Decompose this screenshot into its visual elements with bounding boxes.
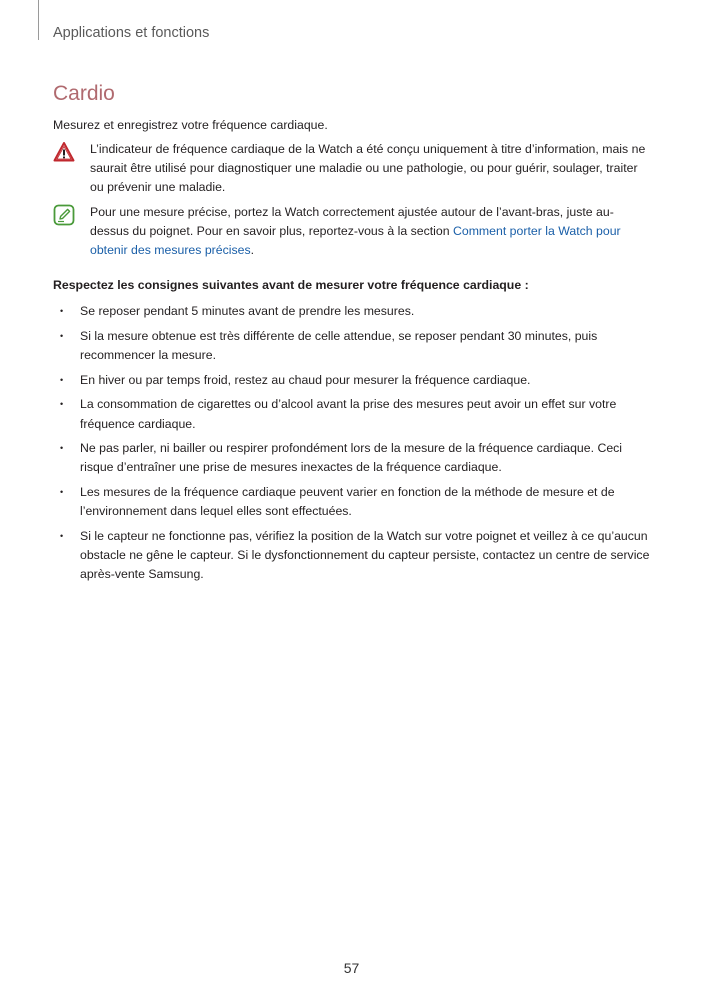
list-item bbox=[53, 527, 650, 585]
header-rule bbox=[38, 0, 39, 40]
bullet-icon: • bbox=[60, 306, 64, 316]
list-item-text: En hiver ou par temps froid, restez au chaud pour mesurer la fréquence cardiaque. bbox=[80, 372, 531, 387]
list-item bbox=[53, 439, 650, 477]
list-item bbox=[53, 371, 650, 390]
tip-note bbox=[53, 203, 650, 261]
guidelines-heading: Respectez les consignes suivantes avant de mesurer votre fréquence cardiaque : bbox=[53, 278, 529, 292]
warning-note bbox=[53, 140, 650, 198]
list-item bbox=[53, 483, 650, 521]
tip-text bbox=[90, 203, 650, 261]
list-item bbox=[53, 327, 650, 365]
list-item-text: La consommation de cigarettes ou d’alcool avant la prise des mesures peut avoir un effet sur votre fréquence cardiaque. bbox=[80, 397, 617, 431]
guidelines-list bbox=[53, 302, 650, 590]
bullet-icon: • bbox=[60, 531, 64, 542]
warning-triangle-icon bbox=[53, 141, 75, 163]
section-link[interactable]: Comment porter la Watch pour obtenir des mesures précises bbox=[90, 224, 621, 258]
bullet-icon: • bbox=[60, 374, 64, 385]
list-item bbox=[53, 395, 650, 433]
list-item-text: Les mesures de la fréquence cardiaque peuvent varier en fonction de la méthode de mesure et de l’environnement dans lequel elles sont effectuées. bbox=[80, 485, 615, 519]
bullet-icon: • bbox=[60, 443, 64, 454]
list-item bbox=[53, 302, 650, 321]
tip-text-after: . bbox=[250, 243, 255, 258]
warning-text: L’indicateur de fréquence cardiaque de la Watch a été conçu uniquement à titre d’information, mais ne saurait être utilisé pour diagnostiquer une maladie ou une pathologie, ou pour guérir, soulager, traiter ou prévenir une maladie. bbox=[90, 142, 646, 195]
section-header: Applications et fonctions bbox=[53, 25, 210, 41]
list-item-text: Se reposer pendant 5 minutes avant de prendre les mesures. bbox=[80, 304, 415, 318]
list-item-text: Si le capteur ne fonctionne pas, vérifiez la position de la Watch sur votre poignet et veillez à ce qu’aucun obstacle ne gêne le capteur. Si le dysfonctionnement du capteur persiste, contactez un centre de service après-vente Samsung. bbox=[80, 529, 650, 582]
bullet-icon: • bbox=[60, 487, 64, 498]
bullet-icon: • bbox=[60, 399, 64, 410]
tip-text-before: Pour une mesure précise, portez la Watch correctement ajustée autour de l’avant-bras, juste au-dessus du poignet. Pour en savoir plus, reportez-vous à la section bbox=[90, 205, 614, 239]
intro-text: Mesurez et enregistrez votre fréquence cardiaque. bbox=[53, 118, 328, 132]
list-item-text: Si la mesure obtenue est très différente de celle attendue, se reposer pendant 30 minutes, puis recommencer la mesure. bbox=[80, 328, 598, 362]
page-number: 57 bbox=[343, 960, 360, 976]
list-item-text: Ne pas parler, ni bailler ou respirer profondément lors de la mesure de la fréquence cardiaque. Ceci risque d’entraîner une prise de mesures inexactes de la fréquence cardiaque. bbox=[80, 441, 623, 475]
note-pencil-icon bbox=[53, 204, 75, 226]
bullet-icon: • bbox=[60, 330, 64, 341]
page-title: Cardio bbox=[53, 82, 115, 105]
